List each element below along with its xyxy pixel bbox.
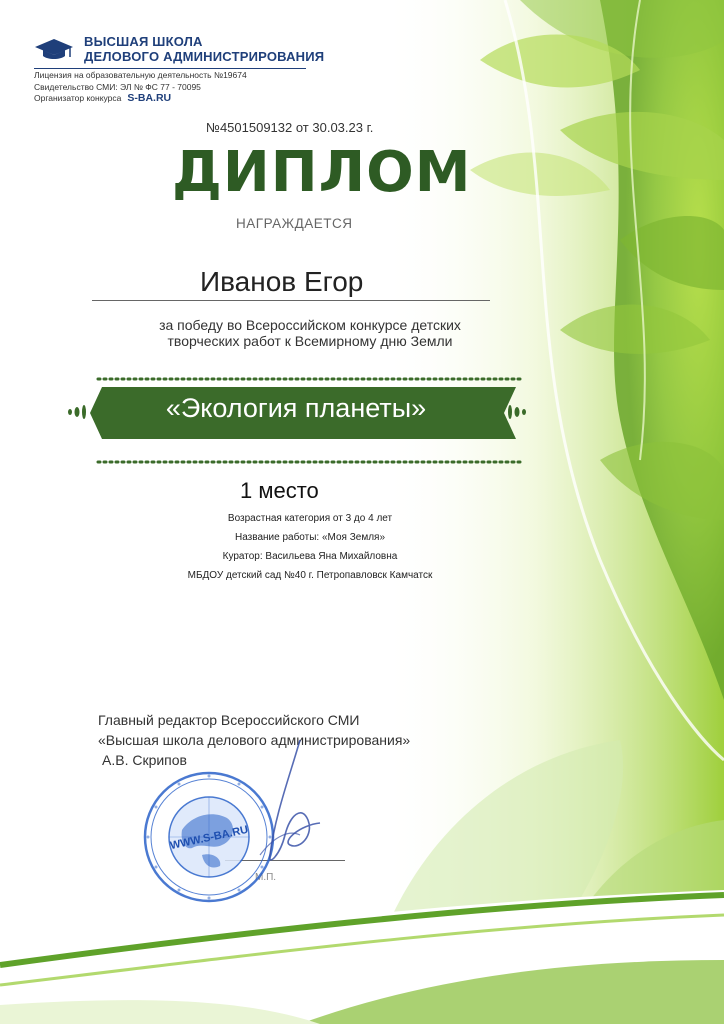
dotted-divider-bottom: [96, 459, 524, 465]
institution: МБДОУ детский сад №40 г. Петропавловск Камчатск: [187, 570, 433, 581]
editor-name: А.В. Скрипов: [102, 752, 187, 768]
diploma-title: ДИПЛОМ: [172, 140, 472, 205]
editor-line2: «Высшая школа делового администрирования»: [98, 732, 411, 748]
awarded-label: НАГРАЖДАЕТСЯ: [236, 216, 353, 231]
recipient-name: Иванов Егор: [200, 266, 364, 297]
org-name-line1: ВЫСШАЯ ШКОЛА: [84, 34, 203, 49]
diploma-number: №4501509132 от 30.03.23 г.: [206, 120, 374, 135]
reason-line2: творческих работ к Всемирному дню Земли: [167, 333, 453, 349]
organizer-line: [34, 93, 247, 105]
place-text: 1 место: [240, 478, 319, 503]
recipient-underline: [92, 300, 490, 301]
ribbon-left-ornament: [66, 398, 86, 426]
mp-label: М.П.: [255, 872, 277, 883]
media-cert-text: Свидетельство СМИ: ЭЛ № ФС 77 - 70095: [34, 81, 201, 92]
ribbon-right-ornament: [506, 398, 530, 426]
work-info: [160, 509, 460, 585]
logo-divider: [34, 68, 306, 69]
dotted-divider-top: [96, 376, 524, 382]
org-logo: [34, 34, 324, 64]
stamp-site-text: WWW.S-BA.RU: [169, 823, 250, 853]
editor-line1: Главный редактор Всероссийского СМИ: [98, 712, 360, 728]
license-text: Лицензия на образовательную деятельность №19674: [34, 70, 247, 80]
org-meta: [34, 70, 247, 105]
award-reason: [100, 317, 520, 349]
curator: Куратор: Васильева Яна Михайловна: [222, 551, 398, 562]
contest-name: «Экология планеты»: [165, 393, 427, 423]
organizer-label: Организатор конкурса: [34, 93, 122, 103]
org-name: [84, 34, 324, 64]
organizer-site: S-BA.RU: [127, 92, 172, 104]
signature-scribble: [230, 735, 350, 875]
work-title: Название работы: «Моя Земля»: [234, 532, 386, 543]
age-category: Возрастная категория от 3 до 4 лет: [227, 513, 393, 524]
reason-line1: за победу во Всероссийском конкурсе детских: [159, 317, 461, 333]
org-name-line2: ДЕЛОВОГО АДМИНИСТРИРОВАНИЯ: [84, 49, 325, 64]
graduation-cap-icon: [34, 37, 74, 61]
